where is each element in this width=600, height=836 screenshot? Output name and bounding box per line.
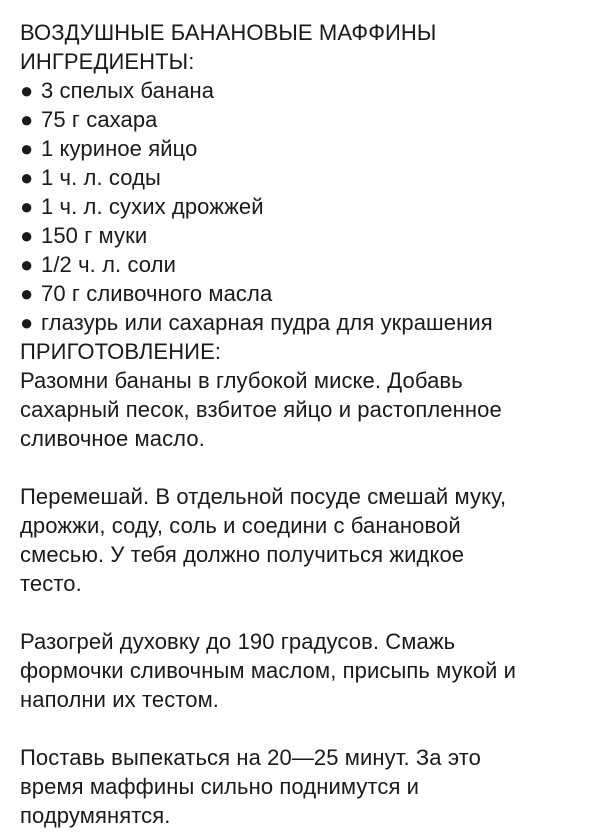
ingredient-item <box>20 192 590 221</box>
step-line: формочки сливочным маслом, присыпь мукой и <box>20 658 517 683</box>
step-line: сахарный песок, взбитое яйцо и растопленное <box>20 397 502 422</box>
ingredient-text: 3 спелых банана <box>41 78 215 103</box>
step-paragraph <box>20 366 590 453</box>
step-line: Разогрей духовку до 190 градусов. Смажь <box>20 629 456 654</box>
ingredient-text: 1/2 ч. л. соли <box>41 252 176 277</box>
step-line: подрумянятся. <box>20 803 171 828</box>
ingredient-text: 150 г муки <box>41 223 148 248</box>
step-paragraph <box>20 743 590 830</box>
bullet-icon: ● <box>20 165 34 190</box>
step-line: Поставь выпекаться на 20—25 минут. За это <box>20 745 481 770</box>
step-line: сливочное масло. <box>20 426 205 451</box>
step-line: Разомни бананы в глубокой миске. Добавь <box>20 368 463 393</box>
ingredient-text: 75 г сахара <box>41 107 158 132</box>
step-paragraph <box>20 627 590 714</box>
ingredient-item <box>20 250 590 279</box>
ingredient-item <box>20 221 590 250</box>
bullet-icon: ● <box>20 136 34 161</box>
step-paragraph <box>20 482 590 598</box>
bullet-icon: ● <box>20 223 34 248</box>
bullet-icon: ● <box>20 252 34 277</box>
preparation-steps <box>20 366 590 830</box>
step-line: Перемешай. В отдельной посуде смешай муку, <box>20 484 507 509</box>
preparation-heading: ПРИГОТОВЛЕНИЕ: <box>20 339 222 364</box>
ingredient-item <box>20 279 590 308</box>
step-line: дрожжи, соду, соль и соедини с банановой <box>20 513 461 538</box>
ingredient-item <box>20 76 590 105</box>
ingredient-item <box>20 308 590 337</box>
bullet-icon: ● <box>20 194 34 219</box>
recipe-document <box>20 18 590 830</box>
bullet-icon: ● <box>20 310 34 335</box>
bullet-icon: ● <box>20 281 34 306</box>
ingredient-item <box>20 105 590 134</box>
step-line: время маффины сильно поднимутся и <box>20 774 420 799</box>
ingredient-text: 70 г сливочного масла <box>41 281 273 306</box>
ingredient-text: 1 куриное яйцо <box>41 136 198 161</box>
ingredients-list <box>20 76 590 337</box>
ingredient-item <box>20 163 590 192</box>
ingredient-item <box>20 134 590 163</box>
ingredient-text: глазурь или сахарная пудра для украшения <box>41 310 493 335</box>
ingredient-text: 1 ч. л. соды <box>41 165 161 190</box>
bullet-icon: ● <box>20 107 34 132</box>
step-line: тесто. <box>20 571 82 596</box>
step-line: смесью. У тебя должно получиться жидкое <box>20 542 465 567</box>
ingredient-text: 1 ч. л. сухих дрожжей <box>41 194 264 219</box>
recipe-title: ВОЗДУШНЫЕ БАНАНОВЫЕ МАФФИНЫ <box>20 20 437 45</box>
step-line: наполни их тестом. <box>20 687 220 712</box>
ingredients-heading: ИНГРЕДИЕНТЫ: <box>20 49 195 74</box>
bullet-icon: ● <box>20 78 34 103</box>
